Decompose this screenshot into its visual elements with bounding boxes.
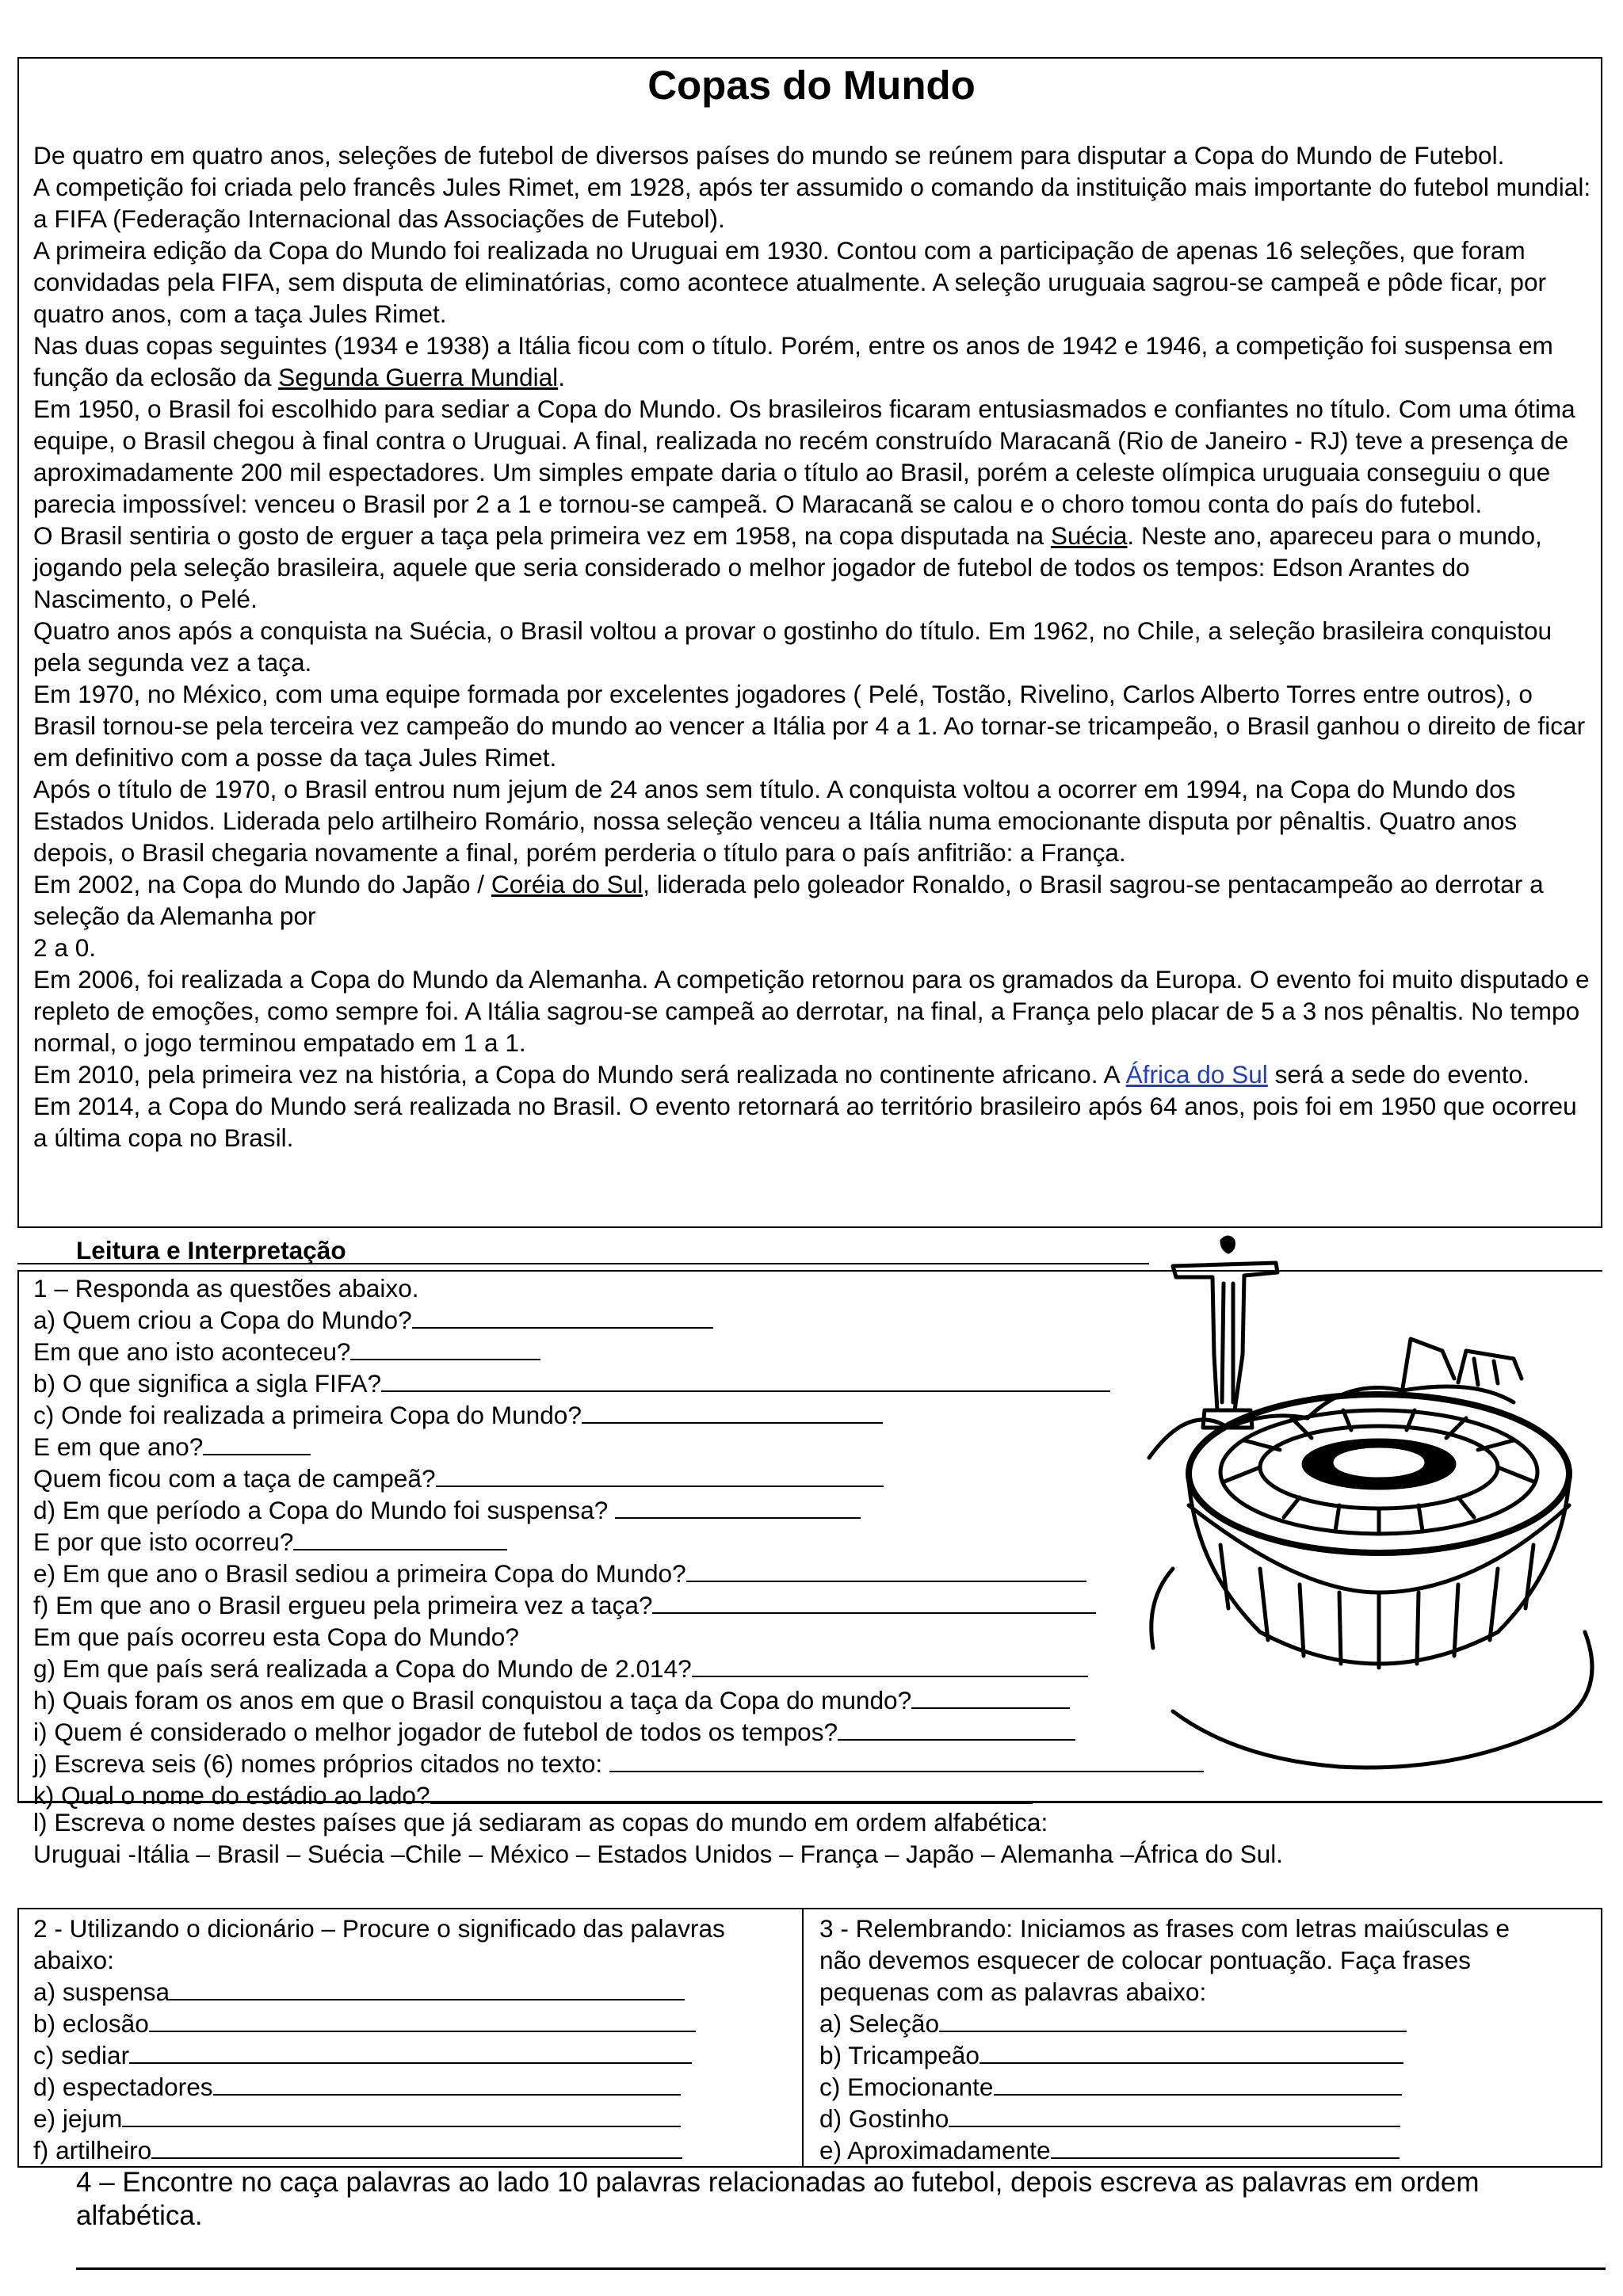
- question-2-item: d) espectadores: [33, 2071, 794, 2103]
- answer-blank[interactable]: [838, 1717, 1075, 1741]
- question-3-intro: 3 - Relembrando: Iniciamos as frases com letras maiúsculas e: [819, 1914, 1510, 1943]
- answer-blank[interactable]: [652, 1590, 1096, 1614]
- paragraph: A competição foi criada pelo francês Jules Rimet, em 1928, após ter assumido o comando da instituição mais importante do futebol mundial: a FIFA (Federação Internacional das Associações de Futebol).: [33, 173, 1591, 233]
- question-2-item: e) jejum: [33, 2103, 794, 2134]
- question-line: Em que país ocorreu esta Copa do Mundo?: [33, 1623, 519, 1651]
- question-3: [819, 1913, 1588, 2166]
- paragraph: Em 2010, pela primeira vez na história, a Copa do Mundo será realizada no continente africano. A África do Sul será a sede do evento.: [33, 1060, 1530, 1089]
- paragraph: 2 a 0.: [33, 933, 97, 962]
- question-2-item: b) eclosão: [33, 2008, 794, 2039]
- answer-blank[interactable]: [939, 2008, 1407, 2032]
- paragraph: Em 2002, na Copa do Mundo do Japão / Coréia do Sul, liderada pelo goleador Ronaldo, o Brasil sagrou-se pentacampeão ao derrotar a seleção da Alemanha por: [33, 870, 1544, 930]
- question-line: Quem ficou com a taça de campeã?: [33, 1463, 1270, 1494]
- question-3-intro: não devemos esquecer de colocar pontuação. Faça frases: [819, 1946, 1471, 1974]
- question-3-item: d) Gostinho: [819, 2103, 1588, 2134]
- question-line: d) Em que período a Copa do Mundo foi suspensa?: [33, 1494, 1270, 1526]
- text-link[interactable]: África do Sul: [1125, 1060, 1268, 1089]
- question-line: h) Quais foram os anos em que o Brasil conquistou a taça da Copa do mundo?: [33, 1684, 1270, 1716]
- question-line: a) Quem criou a Copa do Mundo?: [33, 1304, 1270, 1336]
- text-link[interactable]: Coréia do Sul,: [491, 870, 651, 898]
- text-link[interactable]: Segunda Guerra Mundial: [278, 363, 559, 391]
- answer-blank[interactable]: [350, 1337, 540, 1360]
- divider: [17, 1263, 1149, 1264]
- answer-blank[interactable]: [129, 2040, 692, 2064]
- question-3-item: e) Aproximadamente: [819, 2134, 1588, 2166]
- paragraph: Em 1950, o Brasil foi escolhido para sediar a Copa do Mundo. Os brasileiros ficaram entusiasmados e confiantes no título. Com uma ótima equipe, o Brasil chegou à final contra o Uruguai. A final, realizada no recém construído Maracanã (Rio de Janeiro - RJ) teve a presença de aproximadamente 200 mil espectadores. Um simples empate daria o título ao Brasil, porém a celeste olímpica uruguaia conseguiu o que parecia impossível: venceu o Brasil por 2 a 1 e tornou-se campeã. O Maracanã se calou e o choro tomou conta do país do futebol.: [33, 395, 1575, 518]
- questions-list: [33, 1272, 1270, 1811]
- question-line: E em que ano?: [33, 1431, 1270, 1463]
- paragraph: Quatro anos após a conquista na Suécia, o Brasil voltou a provar o gostinho do título. Em 1962, no Chile, a seleção brasileira conquistou pela segunda vez a taça.: [33, 616, 1552, 677]
- question-line: c) Onde foi realizada a primeira Copa do Mundo?: [33, 1399, 1270, 1431]
- paragraph: De quatro em quatro anos, seleções de futebol de diversos países do mundo se reúnem para disputar a Copa do Mundo de Futebol.: [33, 141, 1505, 170]
- question-l-prompt: l) Escreva o nome destes países que já sediaram as copas do mundo em ordem alfabética:: [33, 1808, 1048, 1836]
- answer-blank[interactable]: [582, 1400, 883, 1424]
- answer-blank[interactable]: [609, 1749, 1204, 1772]
- question-line: 1 – Responda as questões abaixo.: [33, 1274, 419, 1302]
- answer-blank[interactable]: [203, 1432, 311, 1455]
- answer-blank[interactable]: [381, 1368, 1110, 1392]
- question-line: Em que ano isto aconteceu?: [33, 1336, 1270, 1367]
- question-l: [33, 1806, 1587, 1870]
- paragraph: Em 1970, no México, com uma equipe formada por excelentes jogadores ( Pelé, Tostão, Rivelino, Carlos Alberto Torres entre outros), o Brasil tornou-se pela terceira vez campeão do mundo ao vencer a Itália por 4 a 1. Ao tornar-se tricampeão, o Brasil ganhou o direito de ficar em definitivo com a posse da taça Jules Rimet.: [33, 680, 1586, 772]
- maracana-stadium-illustration: [1141, 1220, 1617, 1775]
- answer-blank[interactable]: [692, 1653, 1088, 1677]
- question-line: e) Em que ano o Brasil sediou a primeira Copa do Mundo?: [33, 1558, 1270, 1589]
- answer-blank[interactable]: [149, 2008, 696, 2032]
- question-2-item: c) sediar: [33, 2039, 794, 2071]
- answer-blank[interactable]: [994, 2072, 1402, 2096]
- question-3-item: c) Emocionante: [819, 2071, 1588, 2103]
- answer-blank[interactable]: [1051, 2135, 1400, 2159]
- page-title: Copas do Mundo: [647, 63, 976, 108]
- paragraph: Em 2006, foi realizada a Copa do Mundo da Alemanha. A competição retornou para os gramados da Europa. O evento foi muito disputado e repleto de emoções, como sempre foi. A Itália sagrou-se campeã ao derrotar, na final, a França pelo placar de 5 a 3 nos pênaltis. No tempo normal, o jogo terminou empatado em 1 a 1.: [33, 965, 1590, 1057]
- question-line: j) Escreva seis (6) nomes próprios citados no texto:: [33, 1748, 1270, 1779]
- article-body: [33, 139, 1594, 1154]
- question-2-intro: abaixo:: [33, 1946, 114, 1974]
- answer-blank[interactable]: [122, 2103, 681, 2127]
- question-line: k) Qual o nome do estádio ao lado?: [33, 1779, 1270, 1811]
- section-heading: Leitura e Interpretação: [76, 1236, 346, 1264]
- answer-blank[interactable]: [430, 1780, 1033, 1804]
- question-line: b) O que significa a sigla FIFA?: [33, 1367, 1270, 1399]
- question-3-intro: pequenas com as palavras abaixo:: [819, 1978, 1207, 2006]
- answer-blank[interactable]: [911, 1685, 1070, 1709]
- answer-blank[interactable]: [170, 1977, 685, 2000]
- question-line: g) Em que país será realizada a Copa do Mundo de 2.014?: [33, 1653, 1270, 1684]
- question-2: [33, 1913, 794, 2166]
- question-4: 4 – Encontre no caça palavras ao lado 10 palavras relacionadas ao futebol, depois escreva as palavras em ordem alfabética.: [76, 2167, 1480, 2231]
- question-l-countries: Uruguai -Itália – Brasil – Suécia –Chile – México – Estados Unidos – França – Japão – Alemanha –África do Sul.: [33, 1840, 1284, 1868]
- paragraph: O Brasil sentiria o gosto de erguer a taça pela primeira vez em 1958, na copa disputada na Suécia. Neste ano, apareceu para o mundo, jogando pela seleção brasileira, aquele que seria considerado o melhor jogador de futebol de todos os tempos: Edson Arantes do Nascimento, o Pelé.: [33, 521, 1542, 613]
- answer-blank[interactable]: [151, 2135, 682, 2159]
- question-line: E por que isto ocorreu?: [33, 1526, 1270, 1558]
- question-2-intro: 2 - Utilizando o dicionário – Procure o significado das palavras: [33, 1914, 725, 1943]
- question-3-item: b) Tricampeão: [819, 2039, 1588, 2071]
- question-line: i) Quem é considerado o melhor jogador de futebol de todos os tempos?: [33, 1716, 1270, 1748]
- paragraph: Nas duas copas seguintes (1934 e 1938) a Itália ficou com o título. Porém, entre os anos de 1942 e 1946, a competição foi suspensa em função da eclosão da Segunda Guerra Mundial.: [33, 331, 1553, 391]
- question-3-item: a) Seleção: [819, 2008, 1588, 2039]
- answer-blank[interactable]: [686, 1558, 1086, 1582]
- answer-line[interactable]: [76, 2267, 1606, 2270]
- answer-blank[interactable]: [436, 1463, 884, 1487]
- text-link[interactable]: Suécia: [1050, 521, 1128, 550]
- answer-blank[interactable]: [980, 2040, 1403, 2064]
- question-2-item: f) artilheiro: [33, 2134, 794, 2166]
- question-2-item: a) suspensa: [33, 1976, 794, 2008]
- table-column-divider: [802, 1908, 804, 2168]
- answer-blank[interactable]: [213, 2072, 681, 2096]
- answer-blank[interactable]: [293, 1527, 507, 1550]
- answer-blank[interactable]: [412, 1305, 713, 1329]
- paragraph: Após o título de 1970, o Brasil entrou num jejum de 24 anos sem título. A conquista voltou a ocorrer em 1994, na Copa do Mundo dos Estados Unidos. Liderada pelo artilheiro Romário, nossa seleção venceu a Itália numa emocionante disputa por pênaltis. Quatro anos depois, o Brasil chegaria novamente a final, porém perderia o título para o país anfitrião: a França.: [33, 775, 1518, 867]
- answer-blank[interactable]: [949, 2103, 1400, 2127]
- paragraph: Em 2014, a Copa do Mundo será realizada no Brasil. O evento retornará ao território brasileiro após 64 anos, pois foi em 1950 que ocorreu a última copa no Brasil.: [33, 1092, 1577, 1152]
- paragraph: A primeira edição da Copa do Mundo foi realizada no Uruguai em 1930. Contou com a participação de apenas 16 seleções, que foram convidadas pela FIFA, sem disputa de eliminatórias, como acontece atualmente. A seleção uruguaia sagrou-se campeã e pôde ficar, por quatro anos, com a taça Jules Rimet.: [33, 236, 1547, 328]
- answer-blank[interactable]: [615, 1495, 861, 1519]
- question-line: f) Em que ano o Brasil ergueu pela primeira vez a taça?: [33, 1589, 1270, 1621]
